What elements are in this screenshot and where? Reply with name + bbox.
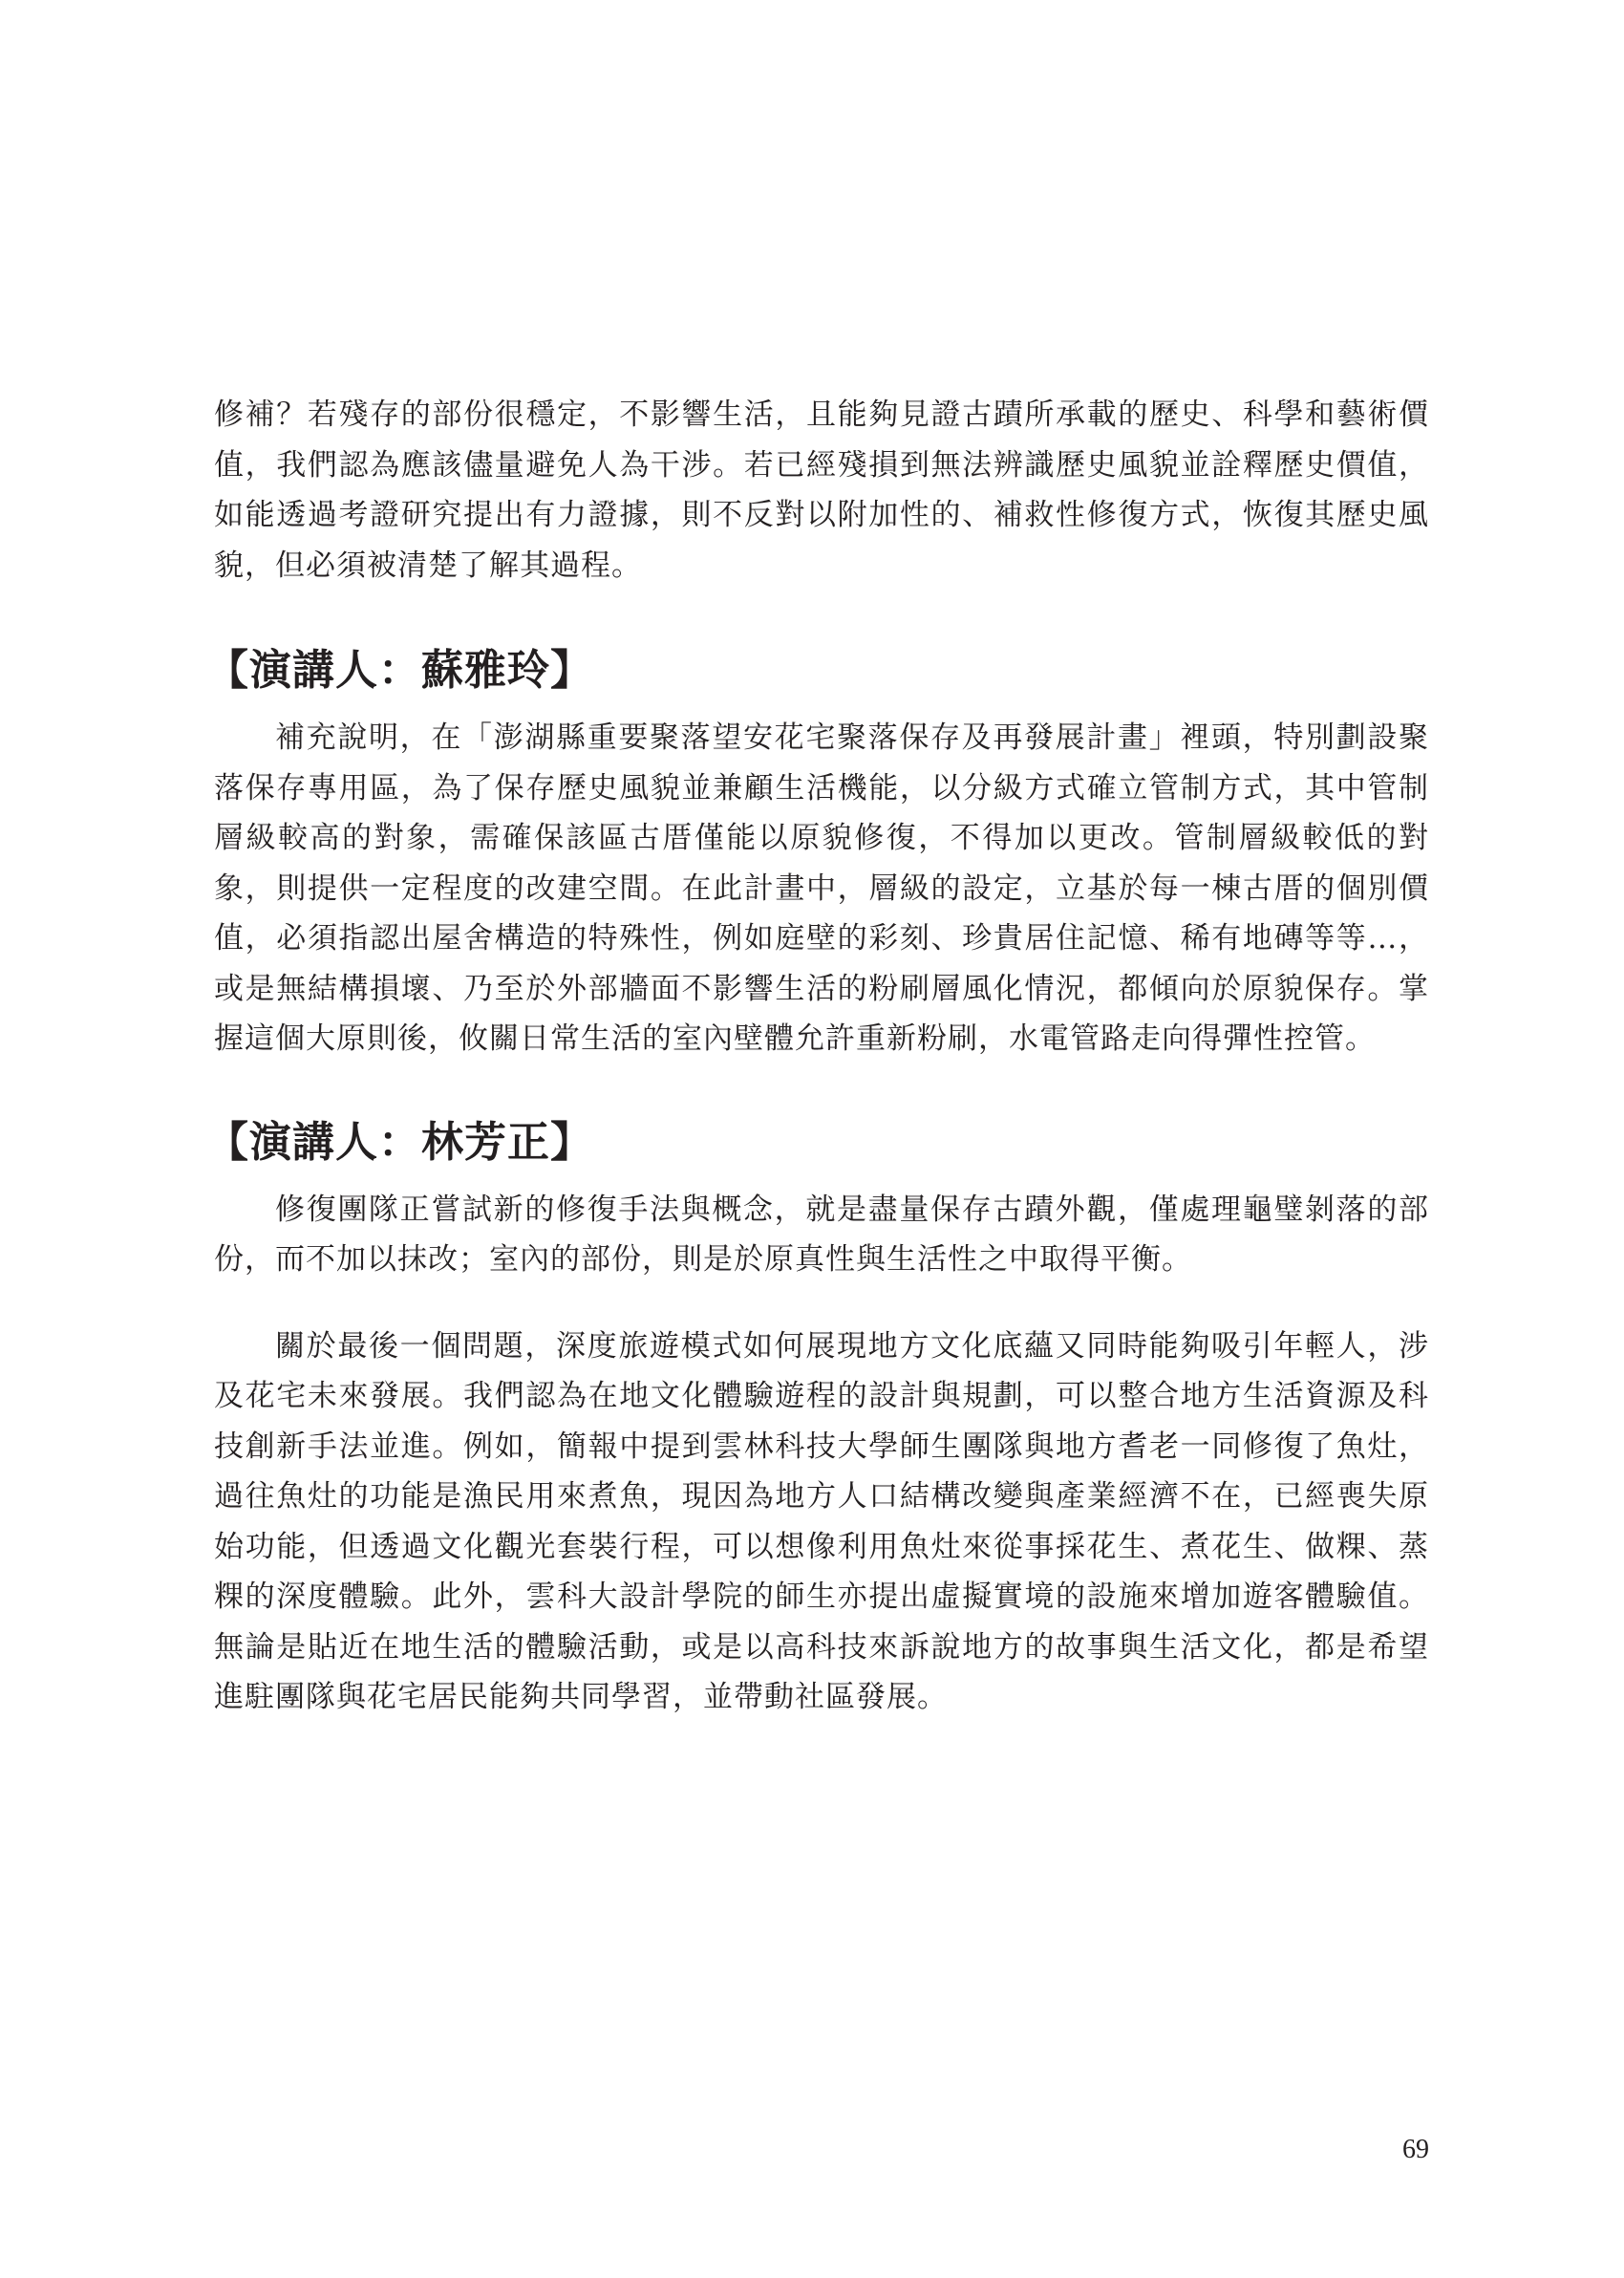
paragraph-lin-fangzheng-2: 關於最後一個問題，深度旅遊模式如何展現地方文化底蘊又同時能夠吸引年輕人，涉及花宅未來發展。我們認為在地文化體驗遊程的設計與規劃，可以整合地方生活資源及科技創新手法並進。例如，簡報中提到雲林科技大學師生團隊與地方耆老一同修復了魚灶，過往魚灶的功能是漁民用來煮魚，現因為地方人口結構改變與產業經濟不在，已經喪失原始功能，但透過文化觀光套裝行程，可以想像利用魚灶來從事採花生、煮花生、做粿、蒸粿的深度體驗。此外，雲科大設計學院的師生亦提出虛擬實境的設施來增加遊客體驗值。無論是貼近在地生活的體驗活動，或是以高科技來訴說地方的故事與生活文化，都是希望進駐團隊與花宅居民能夠共同學習，並帶動社區發展。 (214, 1328, 1429, 1714)
paragraph-lin-fangzheng-1: 修復團隊正嘗試新的修復手法與概念，就是盡量保存古蹟外觀，僅處理龜璧剝落的部份，而不加以抹改；室內的部份，則是於原真性與生活性之中取得平衡。 (214, 1192, 1429, 1277)
page-number: 69 (1402, 2135, 1429, 2164)
speaker-heading-lin-fangzheng: 【演講人：林芳正】 (206, 1117, 593, 1167)
page-content (206, 390, 1429, 1723)
paragraph-su-yaling: 補充說明，在「澎湖縣重要聚落望安花宅聚落保存及再發展計畫」裡頭，特別劃設聚落保存專用區，為了保存歷史風貌並兼顧生活機能，以分級方式確立管制方式，其中管制層級較高的對象，需確保該區古厝僅能以原貌修復，不得加以更改。管制層級較低的對象，則提供一定程度的改建空間。在此計畫中，層級的設定，立基於每一棟古厝的個別價值，必須指認出屋舍構造的特殊性，例如庭壁的彩刻、珍貴居住記憶、稀有地磚等等…，或是無結構損壞、乃至於外部牆面不影響生活的粉刷層風化情況，都傾向於原貌保存。掌握這個大原則後，攸關日常生活的室內壁體允許重新粉刷，水電管路走向得彈性控管。 (214, 720, 1429, 1056)
intro-paragraph: 修補？若殘存的部份很穩定，不影響生活，且能夠見證古蹟所承載的歷史、科學和藝術價值，我們認為應該儘量避免人為干涉。若已經殘損到無法辨識歷史風貌並詮釋歷史價值，如能透過考證研究提出有力證據，則不反對以附加性的、補救性修復方式，恢復其歷史風貌，但必須被清楚了解其過程。 (214, 398, 1429, 583)
speaker-heading-su-yaling: 【演講人：蘇雅玲】 (206, 646, 593, 695)
